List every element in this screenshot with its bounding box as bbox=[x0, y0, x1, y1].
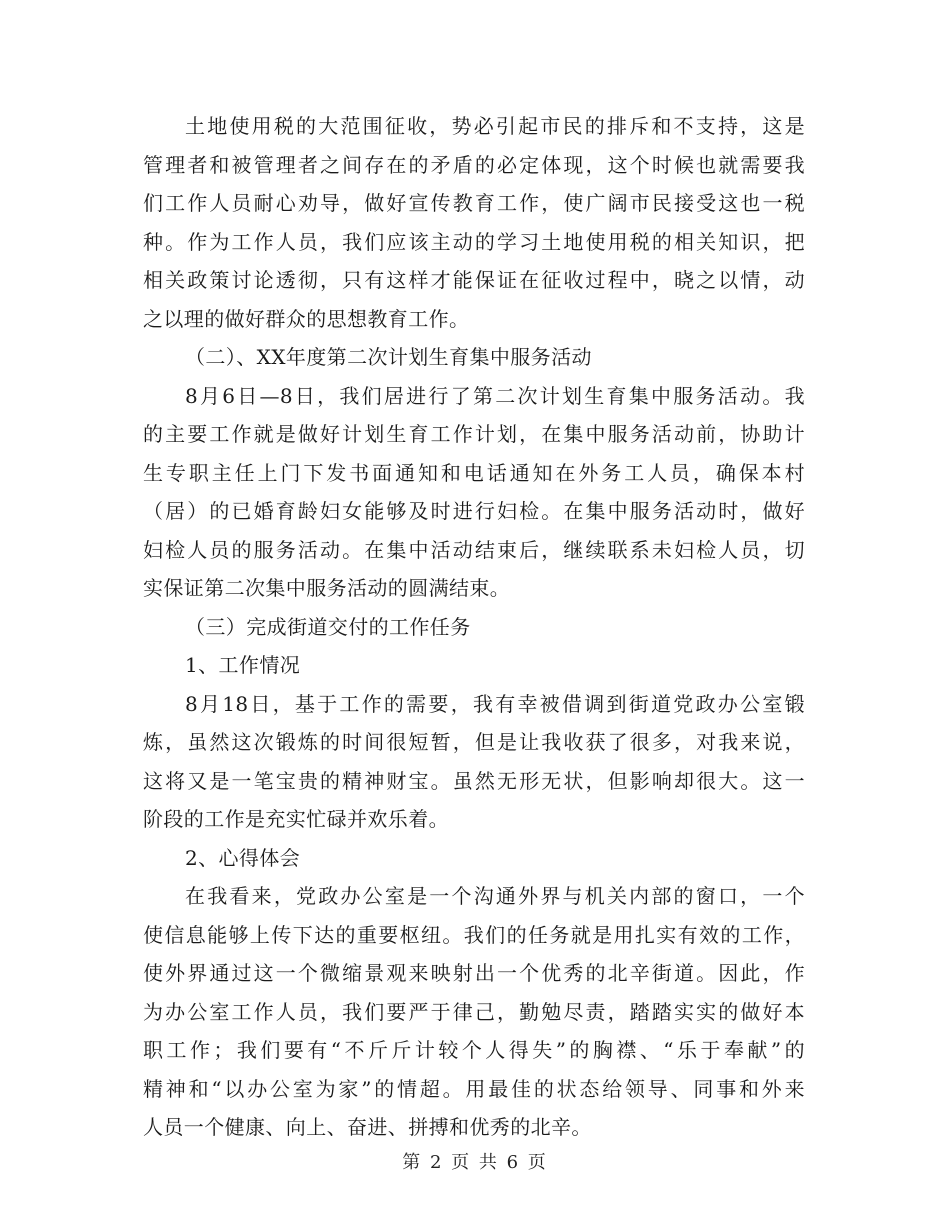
text-line: 管理者和被管理者之间存在的矛盾的必定体现，这个时候也就需要我 bbox=[143, 152, 805, 177]
text-line: 实保证第二次集中服务活动的圆满结束。 bbox=[143, 576, 511, 600]
text-line: 使信息能够上传下达的重要枢纽。我们的任务就是用扎实有效的工作， bbox=[143, 922, 805, 947]
text-line: 人员一个健康、向上、奋进、拼搏和优秀的北辛。 bbox=[143, 1115, 592, 1139]
section-heading: 2、心得体会 bbox=[185, 845, 301, 870]
section-heading: （二）、XX年度第二次计划生育集中服务活动 bbox=[185, 345, 592, 369]
text-line: 之以理的做好群众的思想教育工作。 bbox=[143, 306, 470, 331]
text-line: 为办公室工作人员，我们要严于律己，勤勉尽责，踏踏实实的做好本 bbox=[143, 999, 805, 1024]
text-line: 使外界通过这一个微缩景观来映射出一个优秀的北辛街道。因此，作 bbox=[143, 961, 805, 985]
text-line: 职工作；我们要有“不斤斤计较个人得失”的胸襟、“乐于奉献”的 bbox=[143, 1038, 805, 1062]
text-line: 相关政策讨论透彻，只有这样才能保证在征收过程中，晓之以情，动 bbox=[143, 268, 805, 292]
text-line: （居）的已婚育龄妇女能够及时进行妇检。在集中服务活动时，做好 bbox=[143, 499, 805, 523]
text-line: 妇检人员的服务活动。在集中活动结束后，继续联系未妇检人员，切 bbox=[143, 537, 805, 562]
page-footer: 第 2 页 共 6 页 bbox=[402, 1152, 548, 1173]
text-line: 这将又是一笔宝贵的精神财宝。虽然无形无状，但影响却很大。这一 bbox=[143, 768, 805, 793]
section-heading: 1、工作情况 bbox=[185, 653, 301, 677]
text-line: 8月6日—8日，我们居进行了第二次计划生育集中服务活动。我 bbox=[185, 383, 805, 408]
document-body bbox=[143, 107, 805, 1147]
text-line: 8月18日，基于工作的需要，我有幸被借调到街道党政办公室锻 bbox=[185, 691, 805, 716]
text-line: 阶段的工作是充实忙碌并欢乐着。 bbox=[143, 807, 449, 831]
text-line: 精神和“以办公室为家”的情超。用最佳的状态给领导、同事和外来 bbox=[143, 1076, 805, 1101]
section-heading: （三）完成街道交付的工作任务 bbox=[185, 614, 471, 639]
text-line: 种。作为工作人员，我们应该主动的学习土地使用税的相关知识，把 bbox=[143, 229, 805, 254]
text-line: 炼，虽然这次锻炼的时间很短暂，但是让我收获了很多，对我来说， bbox=[143, 730, 805, 754]
text-line: 们工作人员耐心劝导，做好宣传教育工作，使广阔市民接受这也一税 bbox=[143, 191, 805, 215]
text-line: 土地使用税的大范围征收，势必引起市民的排斥和不支持，这是 bbox=[185, 114, 805, 138]
text-line: 在我看来，党政办公室是一个沟通外界与机关内部的窗口，一个 bbox=[185, 884, 805, 908]
text-line: 生专职主任上门下发书面通知和电话通知在外务工人员，确保本村 bbox=[143, 460, 805, 485]
text-line: 的主要工作就是做好计划生育工作计划，在集中服务活动前，协助计 bbox=[143, 422, 805, 446]
